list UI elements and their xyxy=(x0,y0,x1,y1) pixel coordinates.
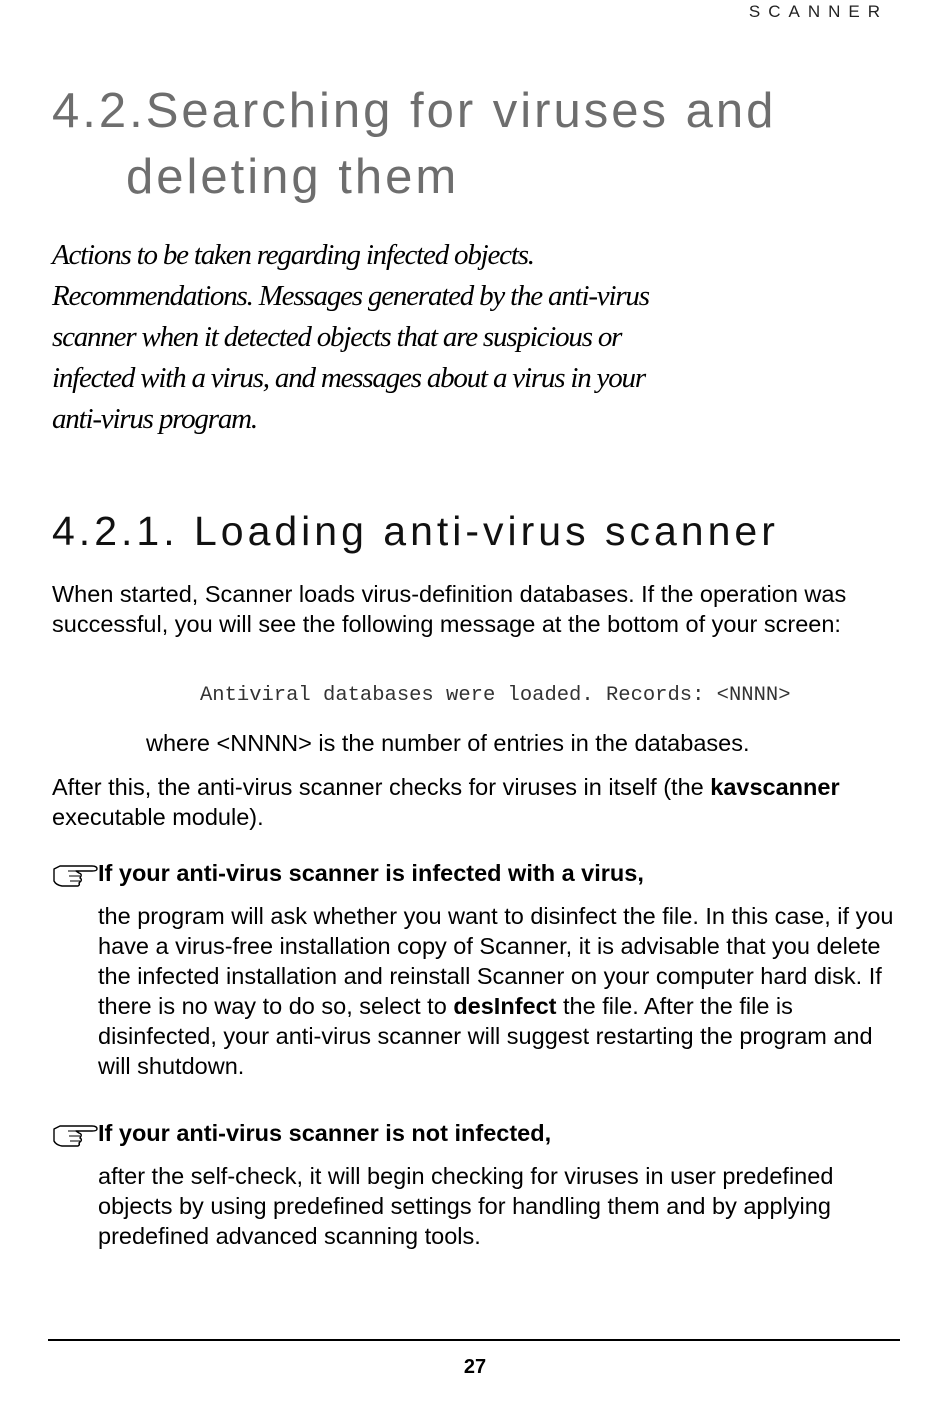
disinfect-option: desInfect xyxy=(453,993,557,1019)
pointing-hand-icon xyxy=(52,861,98,887)
note-infected-text-end: the file. After the file is disinfected, your anti-virus scanner will suggest restarting the program and will shutdown. xyxy=(98,993,873,1079)
self-check-paragraph xyxy=(52,772,882,832)
self-check-text-end: executable module). xyxy=(52,804,264,830)
note-infected-body xyxy=(98,901,898,1081)
note-infected-text-start: the program will ask whether you want to disinfect the file. In this case, if you have a virus-free installation copy of Scanner, it is advisable that you delete the infected installation and reinstall Scanner on your computer hard disk. If there is no way to do so, select to xyxy=(98,903,894,1019)
section-title-line2: deleting them xyxy=(126,150,460,204)
intro-paragraph: When started, Scanner loads virus-definition databases. If the operation was successful, you will see the following message at the bottom of your screen: xyxy=(52,581,847,637)
section-title-line1: 4.2.Searching for viruses and xyxy=(52,84,777,138)
note-infected-heading: If your anti-virus scanner is infected with a virus, xyxy=(98,860,644,886)
note-not-infected-heading: If your anti-virus scanner is not infected, xyxy=(98,1120,552,1146)
section-title xyxy=(52,78,912,210)
pointing-hand-icon xyxy=(52,1121,98,1147)
subsection-title: 4.2.1. Loading anti-virus scanner xyxy=(52,508,779,554)
footer-rule xyxy=(48,1339,900,1341)
note-not-infected-body: after the self-check, it will begin checking for viruses in user predefined objects by using predefined settings for handling them and by applying predefined advanced scanning tools. xyxy=(98,1163,834,1249)
where-explanation: where <NNNN> is the number of entries in the databases. xyxy=(146,730,750,756)
section-abstract: Actions to be taken regarding infected objects. Recommendations. Messages generated by the anti-virus scanner when it detected objects that are suspicious or infected with a virus, and messages about a virus in your anti-virus program. xyxy=(52,239,649,435)
running-header: SCANNER xyxy=(748,2,888,21)
page-number: 27 xyxy=(463,1356,487,1378)
note-not-infected xyxy=(52,1120,912,1251)
database-loaded-message: Antiviral databases were loaded. Records: <NNNN> xyxy=(200,684,791,707)
self-check-text-start: After this, the anti-virus scanner checks for viruses in itself (the xyxy=(52,774,711,800)
note-infected xyxy=(52,860,912,1081)
module-name: kavscanner xyxy=(710,774,840,800)
